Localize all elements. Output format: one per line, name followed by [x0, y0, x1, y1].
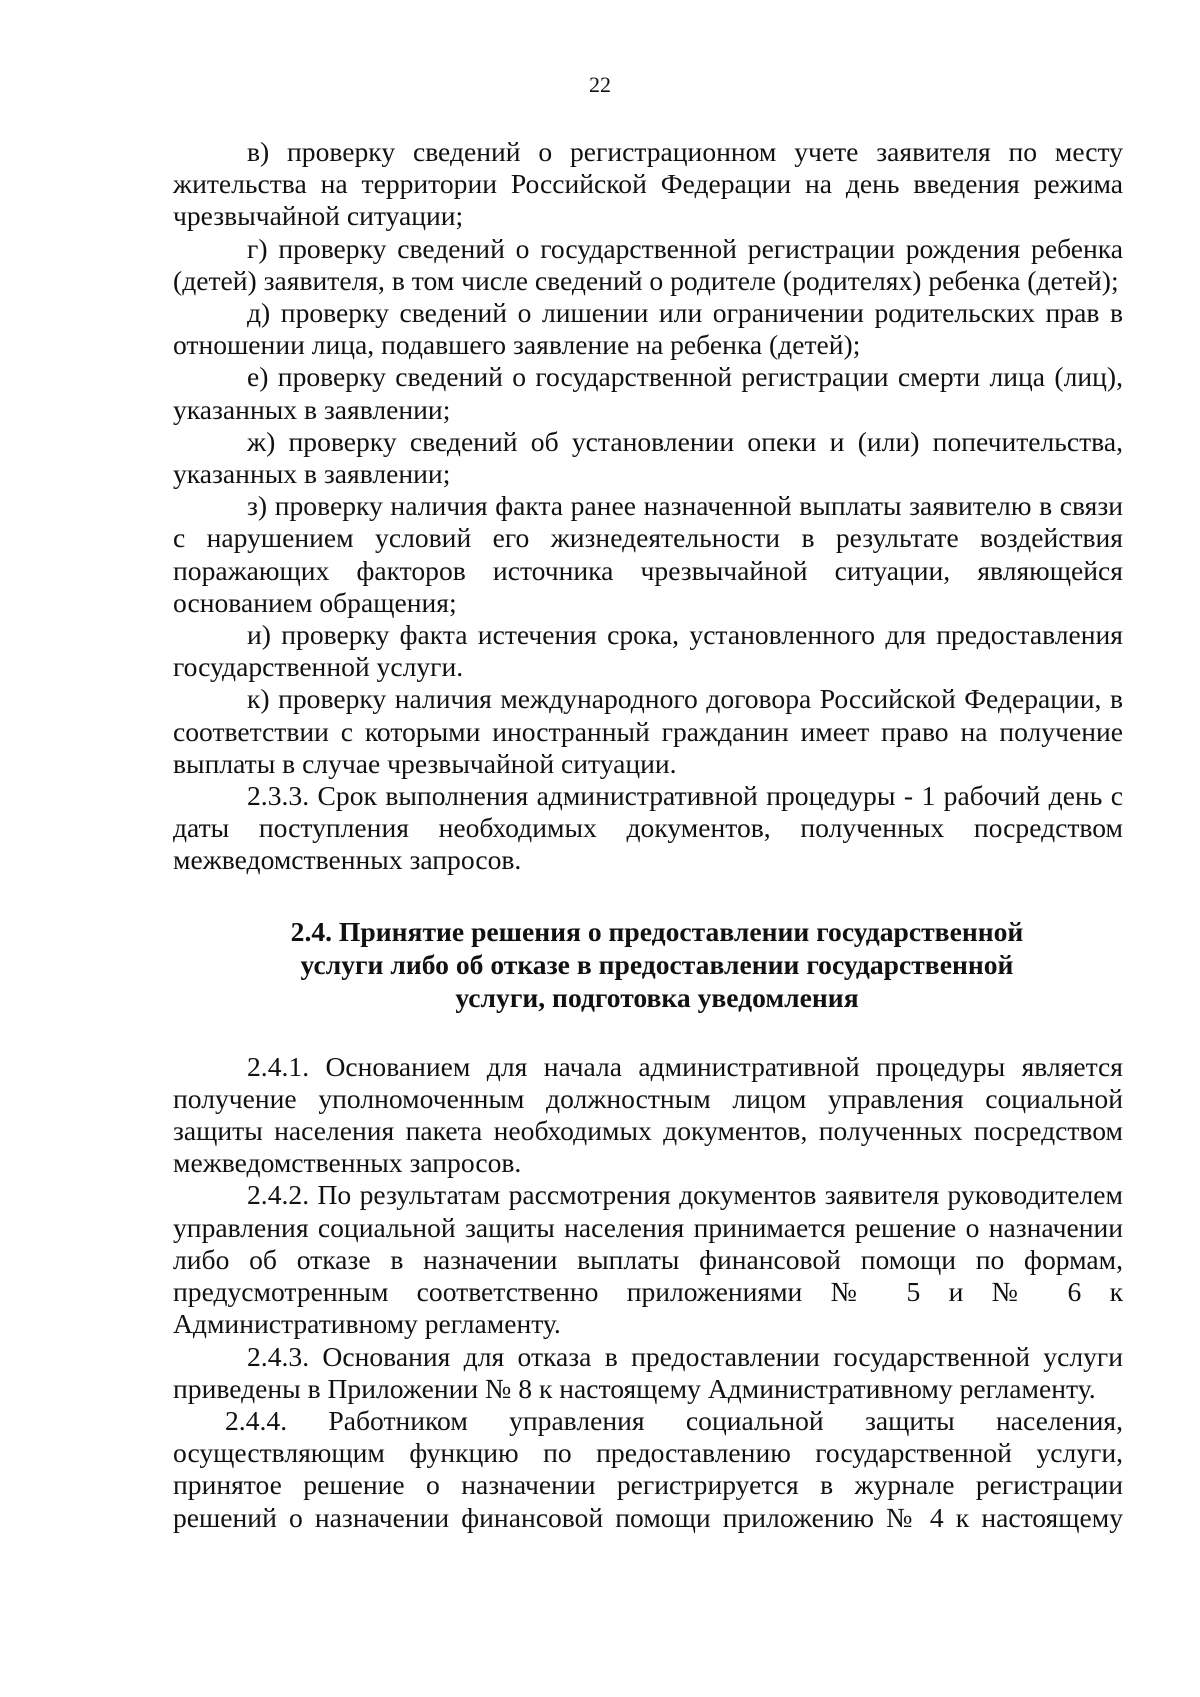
document-body	[173, 136, 1123, 1534]
paragraph-item-i: и) проверку факта истечения срока, установленного для предоставления государственной услуги.	[173, 619, 1123, 683]
page-number: 22	[589, 72, 611, 97]
paragraph-2-4-1: 2.4.1. Основанием для начала административной процедуры является получение уполномоченным должностным лицом управления социальной защиты населения пакета необходимых документов, полученных посредством межведомственных запросов.	[173, 1050, 1123, 1179]
paragraph-2-4-4: 2.4.4. Работником управления социальной защиты населения, осуществляющим функцию по предоставлению государственной услуги, принятое решение о назначении регистрируется в журнале регистрации решений о назначении финансовой помощи приложению № 4 к настоящему	[173, 1404, 1123, 1533]
paragraph-item-k: к) проверку наличия международного договора Российской Федерации, в соответствии с которыми иностранный гражданин имеет право на получение выплаты в случае чрезвычайной ситуации.	[173, 683, 1123, 779]
section-heading-line-3: услуги, подготовка уведомления	[455, 981, 859, 1013]
paragraph-item-z: з) проверку наличия факта ранее назначенной выплаты заявителю в связи с нарушением условий его жизнедеятельности в результате воздействия поражающих факторов источника чрезвычайной ситуации, являющейся основанием обращения;	[173, 490, 1123, 618]
section-heading-line-2: услуги либо об отказе в предоставлении государственной	[300, 948, 1014, 980]
paragraph-2-3-3: 2.3.3. Срок выполнения административной процедуры - 1 рабочий день с даты поступления необходимых документов, полученных посредством межведомственных запросов.	[173, 780, 1123, 876]
paragraph-item-e: е) проверку сведений о государственной регистрации смерти лица (лиц), указанных в заявлении;	[173, 361, 1123, 425]
section-heading-line-1: 2.4. Принятие решения о предоставлении государственной	[290, 915, 1024, 947]
paragraph-item-d: д) проверку сведений о лишении или ограничении родительских прав в отношении лица, подавшего заявление на ребенка (детей);	[173, 297, 1123, 361]
paragraph-item-v: в) проверку сведений о регистрационном учете заявителя по месту жительства на территории Российской Федерации на день введения режима чрезвычайной ситуации;	[173, 136, 1123, 232]
paragraph-item-g: г) проверку сведений о государственной регистрации рождения ребенка (детей) заявителя, в том числе сведений о родителе (родителях) ребенка (детей);	[173, 232, 1123, 296]
section-heading-2-4	[173, 915, 1123, 1014]
paragraph-2-4-3: 2.4.3. Основания для отказа в предоставлении государственной услуги приведены в Приложении № 8 к настоящему Административному регламенту.	[173, 1340, 1123, 1404]
paragraph-2-4-2: 2.4.2. По результатам рассмотрения документов заявителя руководителем управления социальной защиты населения принимается решение о назначении либо об отказе в назначении выплаты финансовой помощи по формам, предусмотренным соответственно приложениями № 5 и № 6 к Административному регламенту.	[173, 1179, 1123, 1340]
paragraph-item-zh: ж) проверку сведений об установлении опеки и (или) попечительства, указанных в заявлении;	[173, 425, 1123, 490]
